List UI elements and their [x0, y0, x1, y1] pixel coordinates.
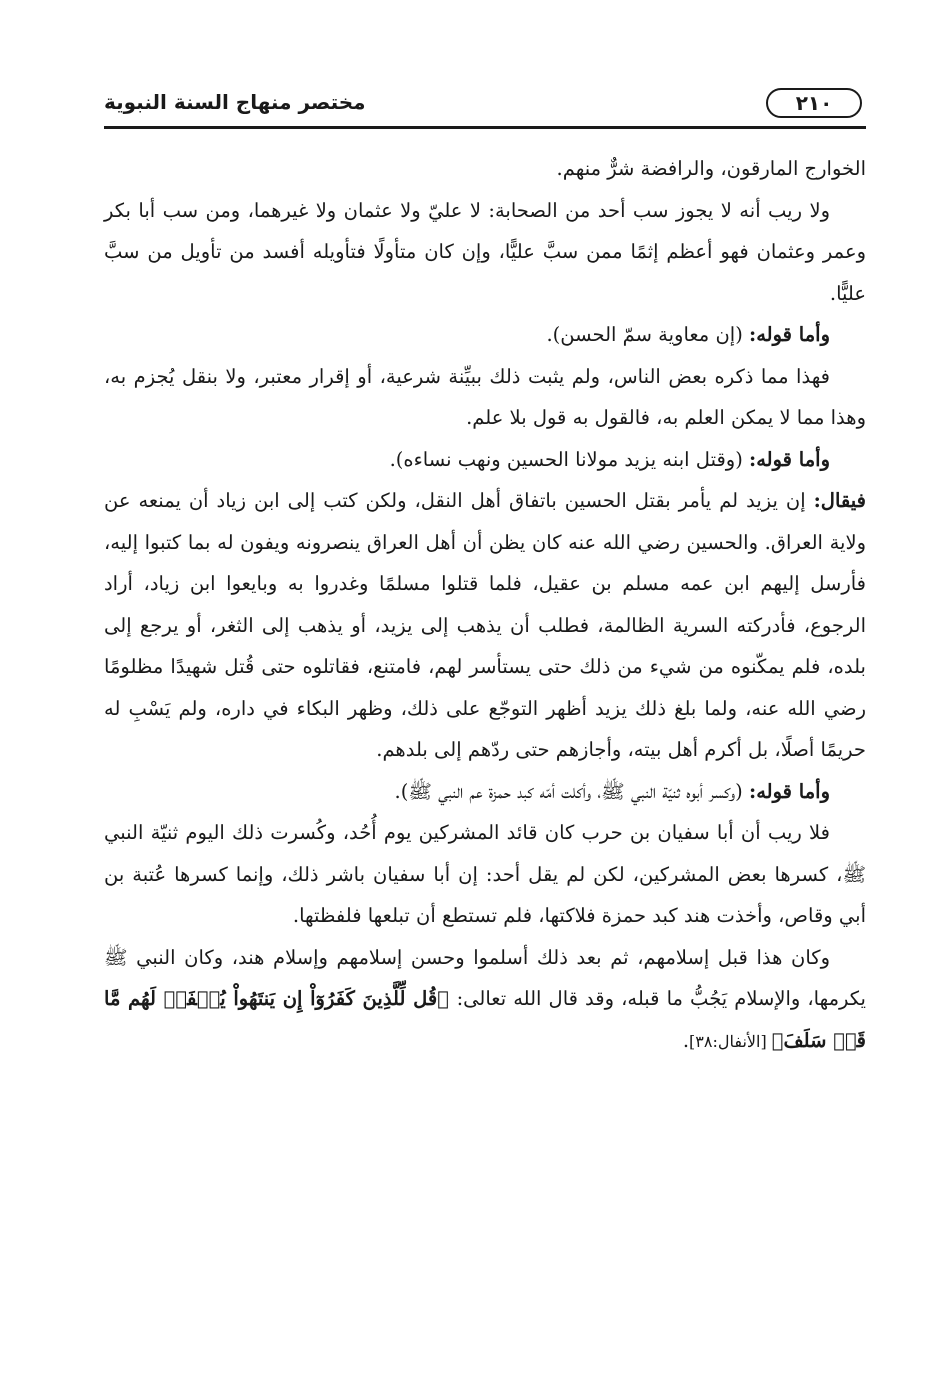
paragraph	[104, 356, 866, 439]
paragraph-label: وأما قوله:	[749, 779, 830, 803]
paragraph	[104, 314, 866, 356]
book-title: مختصر منهاج السنة النبوية	[104, 90, 366, 114]
paragraph-text: ولا ريب أنه لا يجوز سب أحد من الصحابة: لا عليّ ولا عثمان ولا غيرهما، ومن سب أبا بكر وعمر وعثمان فهو أعظم إثمًا ممن سبَّ عليًّا، وإن كان متأولًا فتأويله أفسد من تأويل من سبَّ عليًّا.	[104, 198, 866, 305]
paragraph-tail: .	[682, 1028, 690, 1052]
paragraph-text: (وقتل ابنه يزيد مولانا الحسين ونهب نساءه).	[389, 447, 749, 471]
paragraph-text: فهذا مما ذكره بعض الناس، ولم يثبت ذلك ببيِّنة شرعية، أو إقرار معتبر، ولا بنقل يُجزم به، وهذا مما لا يمكن العلم به، فالقول به قول بلا علم.	[104, 364, 866, 429]
paragraph-text: فلا ريب أن أبا سفيان بن حرب كان قائد المشركين يوم أُحُد، وكُسرت ذلك اليوم ثنيّة النبي ﷺ، كسرها بعض المشركين، لكن لم يقل أحد: إن أبا سفيان باشر ذلك، وإنما كسرها عُتبة بن أبي وقاص، وأخذت هند كبد حمزة فلاكتها، فلم تستطع أن تبلعها فلفظتها.	[104, 821, 866, 927]
paragraph-text: الخوارج المارقون، والرافضة شرٌّ منهم.	[556, 157, 866, 180]
paragraph	[104, 812, 866, 937]
paragraph	[104, 439, 866, 481]
verse-reference: [الأنفال:٣٨]	[689, 1031, 772, 1051]
quran-verse: ﴿قُل لِّلَّذِينَ كَفَرُوٓاْ إِن يَنتَهُواْ يُغۡفَرۡ لَهُم مَّا قَدۡ سَلَفَ﴾	[104, 987, 866, 1052]
paragraph-text: وكان هذا قبل إسلامهم، ثم بعد ذلك أسلموا وحسن إسلامهم وإسلام هند، وكان النبي ﷺ يكرمها، والإسلام يَجُبُّ ما قبله، وقد قال الله تعالى:	[104, 945, 866, 1010]
paragraph	[104, 771, 866, 813]
paragraph	[104, 480, 866, 771]
paragraph	[104, 148, 866, 190]
paragraph	[104, 190, 866, 315]
page-body	[104, 148, 866, 1062]
paragraph-text: إن يزيد لم يأمر بقتل الحسين باتفاق أهل النقل، ولكن كتب إلى ابن زياد أن يمنعه عن ولاية العراق. والحسين رضي الله عنه كان يظن أن أهل العراق ينصرونه ويفون له بما كتبوا إليه، فأرسل إليهم ابن عمه مسلم بن عقيل، فلما قتلوا مسلمًا وغدروا به وبايعوا ابن زياد، أراد الرجوع، فأدركته السرية الظالمة، فطلب أن يذهب إلى يزيد، أو يذهب إلى الثغر، أو يرجع إلى بلده، فلم يمكّنوه من شيء من ذلك حتى يستأسر لهم، فامتنع، فقاتلوه حتى قُتل شهيدًا مظلومًا رضي الله عنه، ولما بلغ ذلك يزيد أظهر التوجّع على ذلك، وظهر البكاء في داره، ولم يَسْبِ له حريمًا أصلًا، بل أكرم أهل بيته، وأجازهم حتى ردّهم إلى بلدهم.	[104, 489, 866, 761]
paragraph-text: (إن معاوية سمّ الحسن).	[546, 323, 749, 346]
paragraph	[104, 937, 866, 1063]
paragraph-label: وأما قوله:	[749, 323, 830, 346]
paragraph-label: وأما قوله:	[749, 447, 830, 471]
paragraph-label: فيقال:	[813, 489, 866, 512]
paragraph-text: (وكسر أبوه ثنيّة النبي ﷺ، وأكلت أمّه كبد حمزة عم النبي ﷺ).	[394, 779, 749, 803]
page-header	[104, 84, 866, 129]
page-number: ٢١٠	[766, 88, 862, 118]
